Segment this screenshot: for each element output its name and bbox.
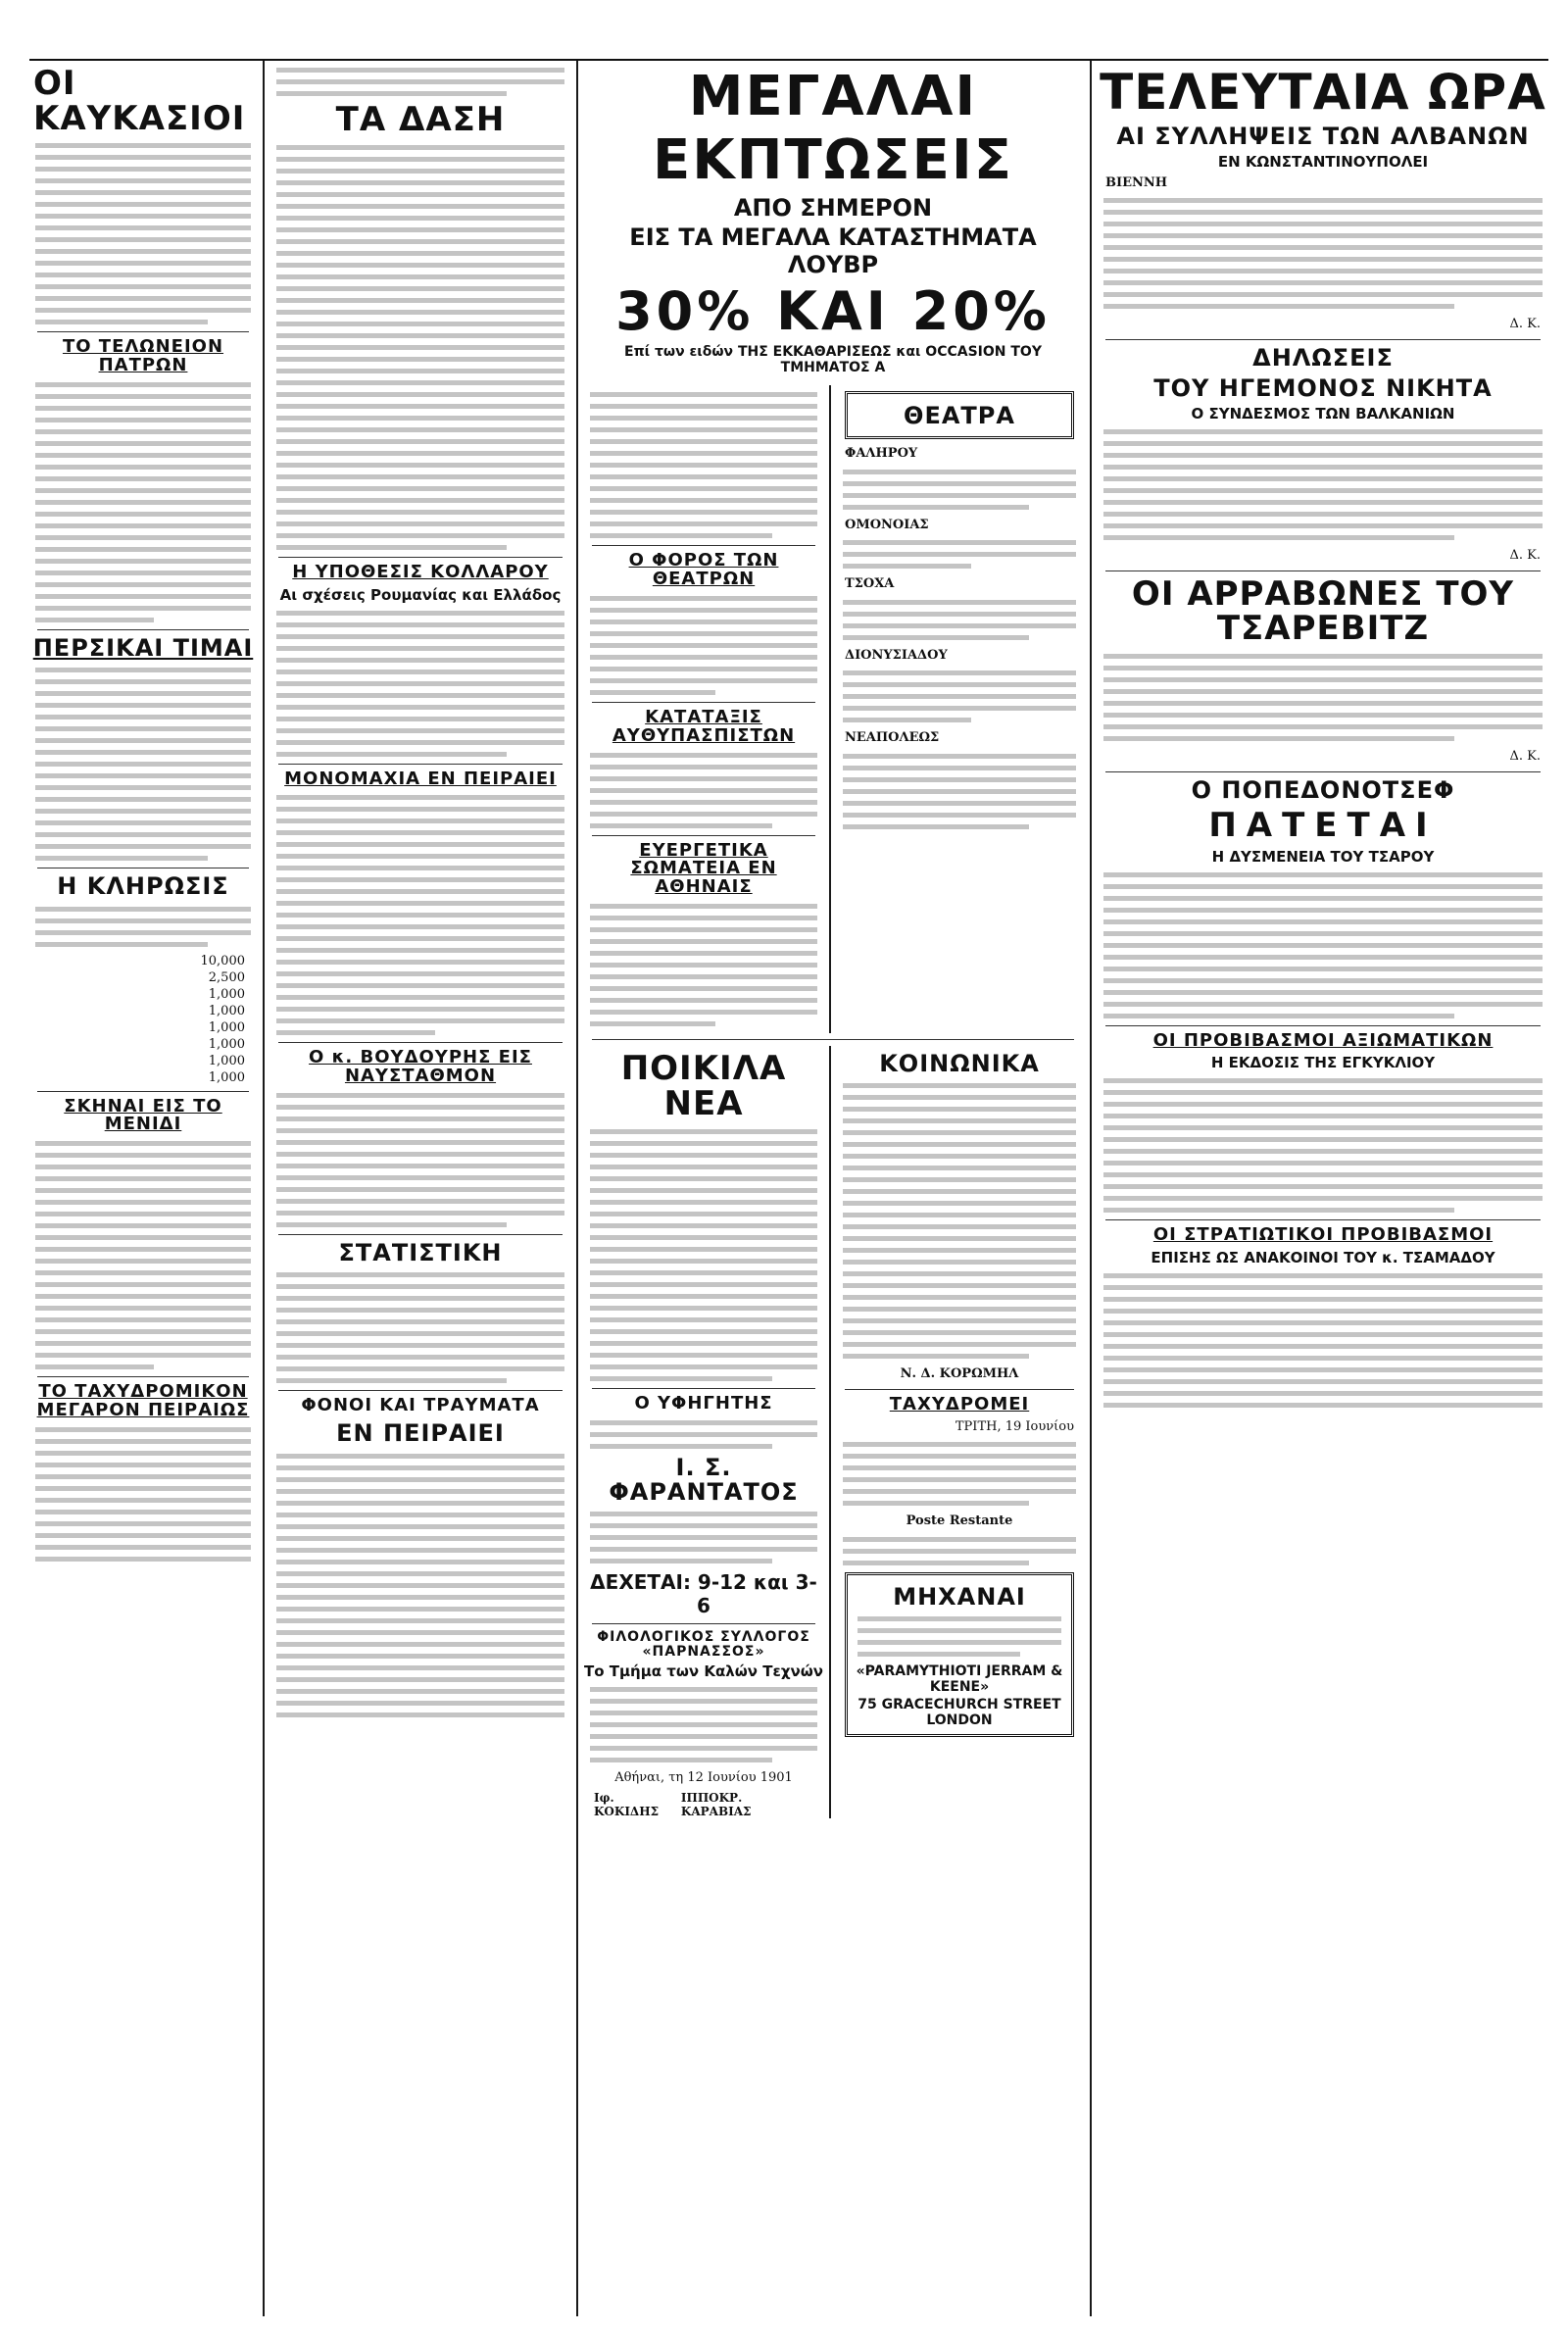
article-body (590, 1420, 817, 1449)
headline-theatre-tax: Ο ΦΟΡΟΣ ΤΩΝ ΘΕΑΤΡΩΝ (628, 550, 779, 589)
article-body (1103, 429, 1543, 540)
divider (592, 835, 815, 836)
headline-pobedonostsev: Ο ΠΟΠΕΔΟΝΟΤΣΕΦ (1191, 775, 1455, 804)
article-body (276, 795, 564, 1035)
article-body (843, 470, 1076, 510)
lottery-amount: 1,000 (208, 1019, 245, 1035)
divider (1105, 1025, 1541, 1026)
divider (278, 764, 563, 765)
column-rule (829, 385, 831, 1033)
divider (37, 331, 249, 332)
headline-murders: ΦΟΝΟΙ ΚΑΙ ΤΡΑΥΜΑΤΑ (301, 1395, 540, 1416)
lottery-amount: 1,000 (208, 1003, 245, 1018)
author-initials: Δ. Κ. (1509, 548, 1541, 564)
headline-persian-honours: ΠΕΡΣΙΚΑΙ ΤΙΜΑΙ (32, 634, 254, 663)
ad-discount: 30% ΚΑΙ 20% (615, 280, 1051, 342)
ad-title: ΜΕΓΑΛΑΙ ΕΚΠΤΩΣΕΙΣ (653, 65, 1013, 192)
divider (278, 557, 563, 558)
article-body (35, 1427, 251, 1562)
theatre-omonoia: ΟΜΟΝΟΙΑΣ (845, 517, 929, 532)
headline-post-office: ΤΟ ΤΑΧΥΔΡΟΜΙΚΟΝ ΜΕΓΑΡΟΝ ΠΕΙΡΑΙΩΣ (36, 1381, 250, 1421)
column-3-lower (584, 385, 1082, 1033)
headline-last-hour: ΤΕΛΕΥΤΑΙΑ ΩΡΑ (1100, 64, 1546, 121)
dentist-name: Ν. Δ. ΚΟΡΩΜΗΛ (900, 1366, 1019, 1382)
column-3 (584, 61, 1082, 2316)
theatre-dionysiadou: ΔΙΟΝΥΣΙΑΔΟΥ (845, 647, 948, 663)
headline-forests: ΤΑ ΔΑΣΗ (335, 100, 506, 139)
poste-restante: Poste Restante (906, 1513, 1013, 1529)
headline-tsarevich-engagement: ΟΙ ΑΡΡΑΒΩΝΕΣ ΤΟΥ ΤΣΑΡΕΒΙΤΖ (1131, 573, 1515, 649)
column-3c (584, 1046, 823, 1818)
article-body (843, 670, 1076, 722)
headline-caucasians: ΟΙ ΚΑΥΚΑΣΙΟΙ (33, 64, 246, 138)
headline-statistics: ΣΤΑΤΙΣΤΙΚΗ (338, 1239, 503, 1267)
headline-patras-customs: ΤΟ ΤΕΛΩΝΕΙΟΝ ΠΑΤΡΩΝ (62, 336, 224, 376)
article-body (590, 753, 817, 828)
article-body (590, 392, 817, 538)
machines-box (845, 1572, 1074, 1737)
headline-parnassos: ΦΙΛΟΛΟΓΙΚΟΣ ΣΥΛΛΟΓΟΣ «ΠΑΡΝΑΣΣΟΣ» (597, 1628, 810, 1660)
section-fine-arts: Το Τμήμα των Καλών Τεχνών (584, 1662, 823, 1681)
headline-menidi: ΣΚΗΝΑΙ ΕΙΣ ΤΟ ΜΕΝΙΔΙ (64, 1095, 222, 1135)
signature: Ιφ. ΚΟΚΙΔΗΣ (594, 1790, 660, 1818)
office-hours: ΔΕΧΕΤΑΙ: 9-12 και 3-6 (590, 1569, 817, 1617)
headline-prince-nikita: ΤΟΥ ΗΓΕΜΟΝΟΣ ΝΙΚΗΤΑ (1153, 373, 1493, 402)
headline-officer-promotions: ΟΙ ΠΡΟΒΙΒΑΣΜΟΙ ΑΞΙΩΜΑΤΙΚΩΝ (1152, 1029, 1494, 1051)
firm-address: 75 GRACECHURCH STREET LONDON (858, 1697, 1061, 1729)
date-line: Αθήναι, τη 12 Ιουνίου 1901 (614, 1770, 793, 1786)
article-body (35, 1141, 251, 1369)
article-body (35, 382, 251, 622)
article-body (858, 1616, 1061, 1657)
article-body (1103, 1078, 1543, 1213)
subheadline-constantinople: ΕΝ ΚΩΝΣΤΑΝΤΙΝΟΥΠΟΛΕΙ (1217, 152, 1429, 171)
divider (37, 629, 249, 630)
louvre-sale-advertisement (584, 65, 1082, 375)
lottery-amount: 1,000 (208, 1069, 245, 1085)
post-day: ΤΡΙΤΗ, 19 Ιουνίου (955, 1418, 1074, 1434)
article-body (590, 1687, 817, 1762)
divider (278, 1042, 563, 1043)
ad-clearance-line: Επί των ειδών ΤΗΣ ΕΚΚΑΘΑΡΙΣΕΩΣ και OCCASION ΤΟΥ ΤΜΗΜΑΤΟΣ Α (624, 344, 1042, 375)
article-body (590, 1129, 817, 1381)
subheadline-balkan-alliance: Ο ΣΥΝΔΕΣΜΟΣ ΤΩΝ ΒΑΛΚΑΝΙΩΝ (1191, 405, 1455, 423)
headline-theatres: ΘΕΑΤΡΑ (904, 402, 1015, 429)
doctor-name: Ι. Σ. ΦΑΡΑΝΤΑΤΟΣ (609, 1453, 799, 1506)
lottery-amount: 10,000 (200, 953, 245, 968)
divider (592, 545, 815, 546)
column-2 (270, 61, 570, 2316)
headline-duel-piraeus: ΜΟΝΟΜΑΧΙΑ ΕΝ ΠΕΙΡΑΙΕΙ (284, 768, 557, 789)
divider (592, 1388, 815, 1389)
lottery-amount: 1,000 (208, 986, 245, 1002)
article-body (276, 68, 564, 96)
article-body (590, 596, 817, 695)
divider (845, 1389, 1074, 1390)
signatures (584, 1791, 823, 1818)
divider (278, 1390, 563, 1391)
article-body (843, 600, 1076, 640)
headline-shieldbearers: ΚΑΤΑΤΑΞΙΣ ΑΥΘΥΠΑΣΠΙΣΤΩΝ (612, 706, 796, 746)
divider (592, 1623, 815, 1624)
theatre-neapoleos: ΝΕΑΠΟΛΕΩΣ (845, 730, 940, 746)
headline-social: ΚΟΙΝΩΝΙΚΑ (879, 1050, 1040, 1078)
column-rule (263, 61, 265, 2316)
lottery-amount: 2,500 (208, 969, 245, 985)
divider (37, 1091, 249, 1092)
divider (37, 1376, 249, 1377)
article-body (843, 1083, 1076, 1359)
divider (1105, 771, 1541, 772)
article-body (35, 668, 251, 861)
divider (592, 1039, 1074, 1040)
lottery-amount: 1,000 (208, 1036, 245, 1052)
article-body (276, 145, 564, 550)
column-3b (837, 385, 1082, 1033)
article-body (276, 1272, 564, 1383)
article-body (35, 143, 251, 324)
column-rule (1090, 61, 1092, 2316)
subheadline-tsamados: ΕΠΙΣΗΣ ΩΣ ΑΝΑΚΟΙΝΟΙ ΤΟΥ κ. ΤΣΑΜΑΔΟΥ (1151, 1249, 1495, 1267)
article-body (276, 1454, 564, 1717)
column-3a (584, 385, 823, 1033)
article-body (843, 1442, 1076, 1506)
article-body (276, 1093, 564, 1227)
ad-stores: ΕΙΣ ΤΑ ΜΕΓΑΛΑ ΚΑΤΑΣΤΗΜΑΤΑ ΛΟΥΒΡ (629, 223, 1037, 278)
article-body (1103, 872, 1543, 1018)
article-body (843, 754, 1076, 829)
lottery-amounts (29, 954, 257, 1085)
firm-name: «PARAMYTHIOTI JERRAM & KEENE» (856, 1663, 1063, 1696)
divider (1105, 1219, 1541, 1220)
article-body (35, 907, 251, 947)
theatres-box (845, 391, 1074, 439)
divider (592, 702, 815, 703)
column-rule (576, 61, 578, 2316)
article-body (1103, 198, 1543, 309)
article-body (276, 611, 564, 757)
ad-from-today: ΑΠΟ ΣΗΜΕΡΟΝ (733, 194, 933, 222)
article-body (590, 1512, 817, 1563)
divider (278, 1234, 563, 1235)
lottery-amount: 1,000 (208, 1053, 245, 1068)
headline-lecturer: Ο ΥΦΗΓΗΤΗΣ (634, 1392, 773, 1414)
theatre-falirou: ΦΑΛΗΡΟΥ (845, 446, 918, 462)
divider (1105, 339, 1541, 340)
article-body (1103, 1273, 1543, 1408)
column-5 (1098, 61, 1548, 2316)
headline-machines: ΜΗΧΑΝΑΙ (893, 1582, 1026, 1611)
headline-statements: ΔΗΛΩΣΕΙΣ (1252, 343, 1394, 372)
theatre-tsocha: ΤΣΟΧΑ (845, 576, 895, 592)
headline-charities: ΕΥΕΡΓΕΤΙΚΑ ΣΩΜΑΤΕΙΑ ΕΝ ΑΘΗΝΑΙΣ (630, 839, 777, 898)
subheadline-circular: Η ΕΚΔΟΣΙΣ ΤΗΣ ΕΓΚΥΚΛΙΟΥ (1210, 1054, 1436, 1072)
headline-post: ΤΑΧΥΔΡΟΜΕΙ (889, 1393, 1030, 1414)
author-initials: Δ. Κ. (1509, 317, 1541, 332)
subheadline-tsar-disfavour: Η ΔΥΣΜΕΝΕΙΑ ΤΟΥ ΤΣΑΡΟΥ (1211, 847, 1435, 866)
headline-voudouris-arsenal: Ο κ. ΒΟΥΔΟΥΡΗΣ ΕΙΣ ΝΑΥΣΤΑΘΜΟΝ (309, 1047, 532, 1087)
column-rule (829, 1046, 831, 1818)
headline-in-piraeus: ΕΝ ΠΕΙΡΑΙΕΙ (336, 1419, 505, 1448)
dateline-vienna: ΒΙΕΝΝΗ (1105, 174, 1168, 190)
article-body (590, 904, 817, 1026)
headline-lottery: Η ΚΛΗΡΩΣΙΣ (57, 872, 229, 901)
headline-falls: ΠΑΤΕΤΑΙ (1208, 805, 1438, 845)
column-3-bottom (584, 1046, 1082, 1818)
column-3d (837, 1046, 1082, 1818)
subheadline-romania: Αι σχέσεις Ρουμανίας και Ελλάδος (279, 585, 562, 604)
headline-various-news: ΠΟΙΚΙΛΑ ΝΕΑ (620, 1049, 787, 1123)
article-body (843, 540, 1076, 569)
signature: ΙΠΠΟΚΡ. ΚΑΡΑΒΙΑΣ (680, 1790, 752, 1818)
column-1 (29, 61, 257, 2316)
author-initials: Δ. Κ. (1509, 749, 1541, 765)
headline-military-promotions: ΟΙ ΣΤΡΑΤΙΩΤΙΚΟΙ ΠΡΟΒΙΒΑΣΜΟΙ (1152, 1224, 1494, 1246)
headline-kollaros-case: Η ΥΠΟΘΕΣΙΣ ΚΟΛΛΑΡΟΥ (292, 561, 549, 582)
article-body (1103, 654, 1543, 741)
article-body (843, 1537, 1076, 1565)
headline-albanian-arrests: ΑΙ ΣΥΛΛΗΨΕΙΣ ΤΩΝ ΑΛΒΑΝΩΝ (1116, 122, 1530, 150)
